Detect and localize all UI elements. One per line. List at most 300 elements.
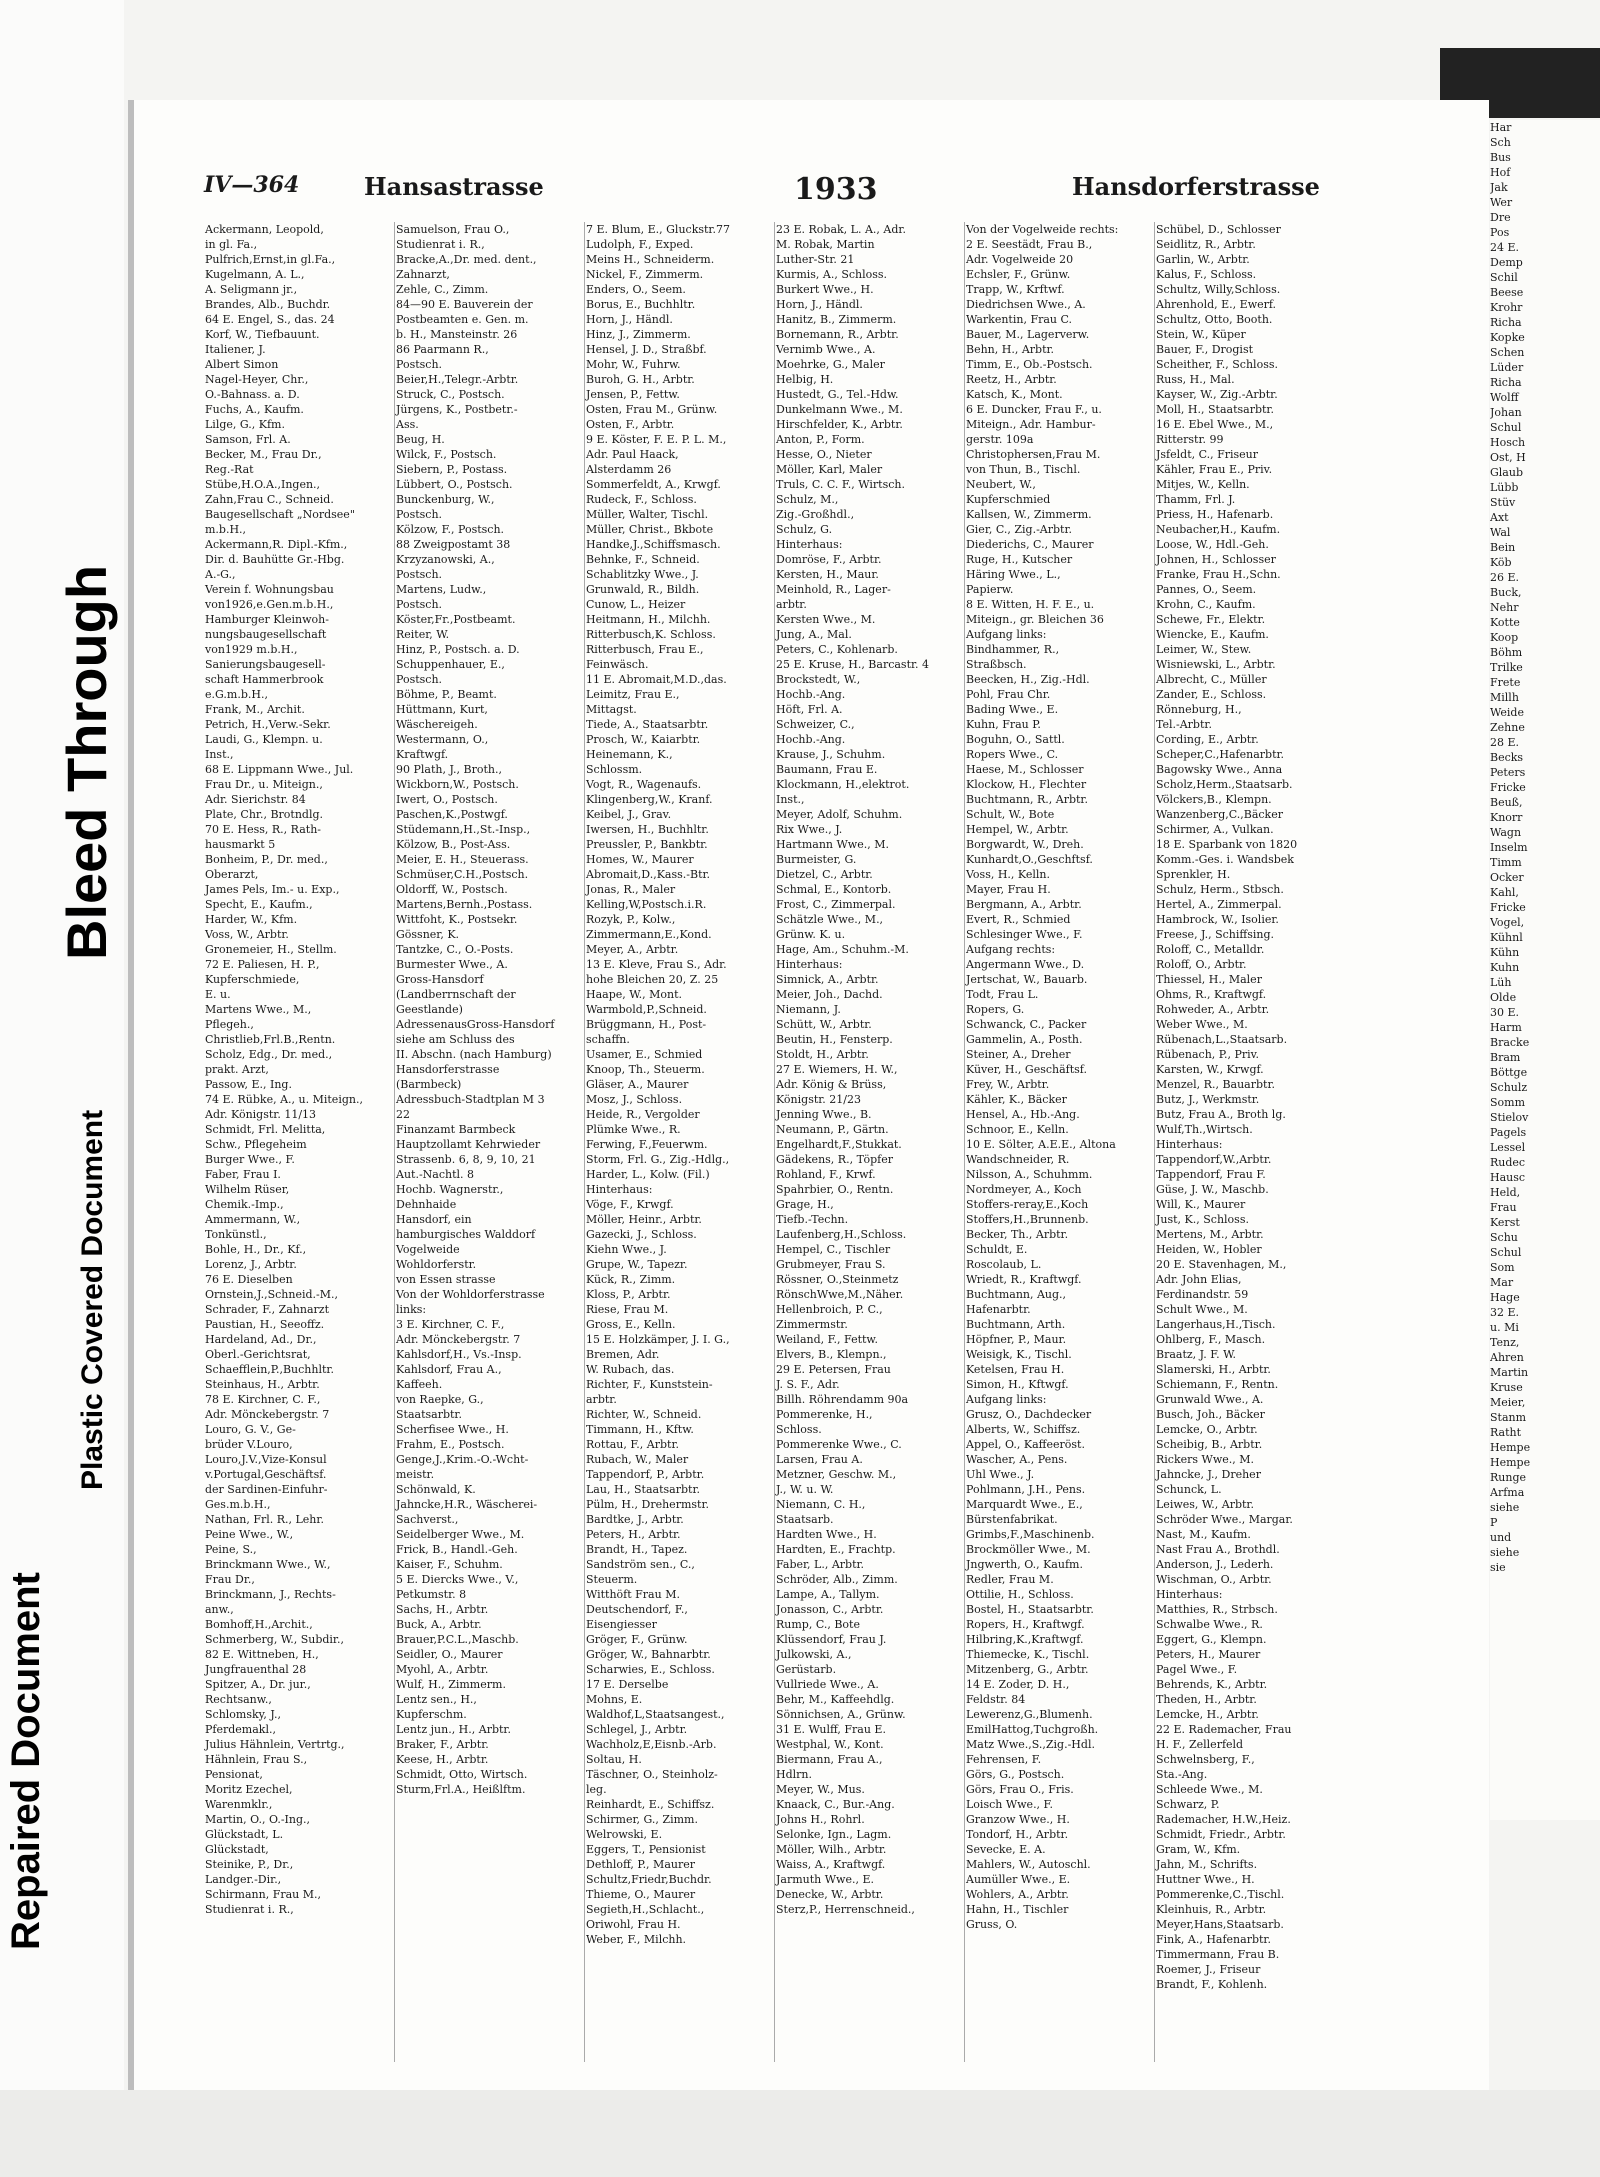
directory-entry: 20 E. Stavenhagen, M.,: [1156, 1258, 1287, 1271]
directory-entry: Weisigk, K., Tischl.: [966, 1348, 1072, 1361]
directory-entry: Küver, H., Geschäftsf.: [966, 1063, 1087, 1076]
directory-entry: Tappendorf,W.,Arbtr.: [1156, 1153, 1272, 1166]
next-page-fragment: Buck,: [1490, 586, 1522, 599]
directory-entry: Harder, W., Kfm.: [205, 913, 298, 926]
directory-entry: Oldorff, W., Postsch.: [396, 883, 508, 896]
directory-entry: Feldstr. 84: [966, 1693, 1026, 1706]
directory-entry: Matthies, R., Strbsch.: [1156, 1603, 1278, 1616]
directory-entry: Schaefflein,P.,Buchhltr.: [205, 1363, 334, 1376]
directory-entry: Italiener, J.: [205, 343, 266, 356]
directory-entry: Warenmklr.,: [205, 1798, 273, 1811]
directory-entry: Hdlrn.: [776, 1768, 812, 1781]
directory-entry: Rössner, O.,Steinmetz: [776, 1273, 899, 1286]
directory-entry: Jürgens, K., Postbetr.-: [396, 403, 518, 416]
directory-entry: Tondorf, H., Arbtr.: [966, 1828, 1069, 1841]
directory-entry: Russ, H., Mal.: [1156, 373, 1235, 386]
directory-entry: Mitzenberg, G., Arbtr.: [966, 1663, 1089, 1676]
next-page-fragment: Kühnl: [1490, 931, 1523, 944]
directory-entry: Kraftwgf.: [396, 748, 449, 761]
directory-entry: Becker, Th., Arbtr.: [966, 1228, 1069, 1241]
directory-entry: Pagel Wwe., F.: [1156, 1663, 1238, 1676]
directory-entry: Wittfoht, K., Postsekr.: [396, 913, 518, 926]
directory-entry: 2 E. Seestädt, Frau B.,: [966, 238, 1093, 251]
directory-entry: Trapp, W., Krftwf.: [966, 283, 1065, 296]
directory-entry: Keese, H., Arbtr.: [396, 1753, 489, 1766]
directory-entry: Schult Wwe., M.: [1156, 1303, 1248, 1316]
directory-entry: Mahlers, W., Autoschl.: [966, 1858, 1091, 1871]
directory-entry: Mitjes, W., Kelln.: [1156, 478, 1250, 491]
directory-entry: Brandt, H., Tapez.: [586, 1543, 688, 1556]
directory-entry: Hafenarbtr.: [966, 1303, 1031, 1316]
directory-entry: 70 E. Hess, R., Rath-: [205, 823, 321, 836]
next-page-fragment: Weide: [1490, 706, 1524, 719]
directory-entry: Ferdinandstr. 59: [1156, 1288, 1249, 1301]
directory-entry: Riese, Frau M.: [586, 1303, 669, 1316]
directory-entry: Beug, H.: [396, 433, 445, 446]
directory-entry: A.-G.,: [205, 568, 236, 581]
next-page-fragment: Somm: [1490, 1096, 1526, 1109]
directory-entry: Waldhof,L,Staatsangest.,: [586, 1708, 725, 1721]
directory-entry: Gross, E., Kelln.: [586, 1318, 676, 1331]
directory-entry: Schwelnsberg, F.,: [1156, 1753, 1255, 1766]
directory-entry: 23 E. Robak, L. A., Adr.: [776, 223, 906, 236]
directory-entry: Lilge, G., Kfm.: [205, 418, 285, 431]
directory-entry: 86 Paarmann R.,: [396, 343, 489, 356]
directory-entry: Hempel, W., Arbtr.: [966, 823, 1069, 836]
directory-entry: Steinhaus, H., Arbtr.: [205, 1378, 320, 1391]
directory-entry: Brockstedt, W.,: [776, 673, 861, 686]
directory-entry: Burmeister, G.: [776, 853, 857, 866]
directory-entry: Görs, G., Postsch.: [966, 1768, 1065, 1781]
directory-entry: Loisch Wwe., F.: [966, 1798, 1053, 1811]
directory-entry: Studienrat i. R.,: [396, 238, 485, 251]
directory-entry: Aufgang rechts:: [966, 943, 1056, 956]
directory-entry: Meins H., Schneiderm.: [586, 253, 715, 266]
directory-entry: Wulf,Th.,Wirtsch.: [1156, 1123, 1253, 1136]
next-page-fragment: Hage: [1490, 1291, 1520, 1304]
directory-entry: Aufgang links:: [966, 1393, 1047, 1406]
directory-entry: Haese, M., Schlosser: [966, 763, 1084, 776]
directory-entry: Oberl.-Gerichtsrat,: [205, 1348, 311, 1361]
directory-entry: Martens, Ludw.,: [396, 583, 487, 596]
directory-entry: Bürstenfabrikat.: [966, 1513, 1058, 1526]
directory-entry: Franke, Frau H.,Schn.: [1156, 568, 1281, 581]
directory-entry: Kallsen, W., Zimmerm.: [966, 508, 1092, 521]
directory-entry: Christlieb,Frl.B.,Rentn.: [205, 1033, 336, 1046]
directory-entry: Stoldt, H., Arbtr.: [776, 1048, 869, 1061]
directory-entry: Rönneburg, H.,: [1156, 703, 1242, 716]
directory-entry: Baugesellschaft „Nordsee": [205, 508, 355, 521]
directory-entry: Pferdemakl.,: [205, 1723, 276, 1736]
directory-entry: Steinike, P., Dr.,: [205, 1858, 294, 1871]
directory-entry: Pülm, H., Drehermstr.: [586, 1498, 709, 1511]
next-page-fragment: Olde: [1490, 991, 1517, 1004]
directory-entry: Slamerski, H., Arbtr.: [1156, 1363, 1271, 1376]
directory-entry: Hochb.-Ang.: [776, 733, 846, 746]
directory-entry: Neubert, W.,: [966, 478, 1036, 491]
directory-entry: Scholz,Herm.,Staatsarb.: [1156, 778, 1293, 791]
directory-entry: Reetz, H., Arbtr.: [966, 373, 1057, 386]
directory-entry: Mayer, Frau H.: [966, 883, 1051, 896]
next-page-fragment: Trilke: [1490, 661, 1523, 674]
directory-entry: von Essen strasse: [396, 1273, 496, 1286]
directory-entry: Richter, W., Schneid.: [586, 1408, 702, 1421]
directory-entry: Frahm, E., Postsch.: [396, 1438, 505, 1451]
directory-entry: Handke,J.,Schiffsmasch.: [586, 538, 721, 551]
directory-entry: Gröger, W., Bahnarbtr.: [586, 1648, 711, 1661]
directory-entry: anw.,: [205, 1603, 234, 1616]
directory-entry: Grunwald, R., Bildh.: [586, 583, 700, 596]
directory-entry: arbtr.: [776, 598, 807, 611]
next-page-fragment: Meier,: [1490, 1396, 1526, 1409]
directory-entry: Jarmuth Wwe., E.: [776, 1873, 874, 1886]
directory-entry: Frey, W., Arbtr.: [966, 1078, 1050, 1091]
directory-entry: Evert, R., Schmied: [966, 913, 1071, 926]
directory-entry: Schultz, Willy,Schloss.: [1156, 283, 1281, 296]
directory-entry: Kähler, Frau E., Priv.: [1156, 463, 1273, 476]
directory-entry: Bohle, H., Dr., Kf.,: [205, 1243, 307, 1256]
directory-entry: 18 E. Sparbank von 1820: [1156, 838, 1298, 851]
directory-entry: Mohr, W., Fuhrw.: [586, 358, 681, 371]
directory-entry: Dethloff, P., Maurer: [586, 1858, 695, 1871]
directory-entry: Von der Wohldorferstrasse: [396, 1288, 545, 1301]
directory-entry: Meinhold, R., Lager-: [776, 583, 891, 596]
directory-entry: Staatsarbtr.: [396, 1408, 462, 1421]
directory-entry: Hochb.-Ang.: [776, 688, 846, 701]
directory-entry: Rozyk, P., Kolw.,: [586, 913, 676, 926]
directory-entry: Metzner, Geschw. M.,: [776, 1468, 897, 1481]
directory-entry: Ornstein,J.,Schneid.-M.,: [205, 1288, 338, 1301]
directory-entry: Weiland, F., Fettw.: [776, 1333, 879, 1346]
directory-entry: Kölzow, F., Postsch.: [396, 523, 505, 536]
directory-entry: Seidelberger Wwe., M.: [396, 1528, 525, 1541]
directory-entry: Weber Wwe., M.: [1156, 1018, 1248, 1031]
directory-entry: Pohlmann, J.H., Pens.: [966, 1483, 1086, 1496]
directory-entry: Schröder, Alb., Zimm.: [776, 1573, 898, 1586]
directory-entry: Zehle, C., Zimm.: [396, 283, 489, 296]
directory-entry: Adr. Königstr. 11/13: [205, 1108, 317, 1121]
directory-entry: Laufenberg,H.,Schloss.: [776, 1228, 907, 1241]
directory-entry: Beecken, H., Zig.-Hdl.: [966, 673, 1090, 686]
directory-entry: Krause, J., Schuhm.: [776, 748, 886, 761]
directory-entry: Tantzke, C., O.-Posts.: [396, 943, 514, 956]
directory-entry: Seidler, O., Maurer: [396, 1648, 503, 1661]
next-page-fragment: Rudec: [1490, 1156, 1526, 1169]
directory-entry: Wischman, O., Arbtr.: [1156, 1573, 1272, 1586]
directory-entry: Jahn, M., Schrifts.: [1156, 1858, 1258, 1871]
directory-entry: Julkowski, A.,: [776, 1648, 852, 1661]
directory-entry: Ackermann,R. Dipl.-Kfm.,: [205, 538, 348, 551]
directory-entry: Hamburger Kleinwoh-: [205, 613, 329, 626]
next-page-fragment: Lüder: [1490, 361, 1524, 374]
directory-entry: Schult, W., Bote: [966, 808, 1055, 821]
directory-entry: Heide, R., Vergolder: [586, 1108, 700, 1121]
directory-entry: Fink, A., Hafenarbtr.: [1156, 1933, 1271, 1946]
next-page-fragment: Böhm: [1490, 646, 1523, 659]
directory-entry: Schmüser,C.H.,Postsch.: [396, 868, 529, 881]
directory-entry: Schulz, Herm., Stbsch.: [1156, 883, 1284, 896]
directory-entry: Strassenb. 6, 8, 9, 10, 21: [396, 1153, 536, 1166]
directory-entry: Rohland, F., Krwf.: [776, 1168, 876, 1181]
directory-entry: links:: [396, 1303, 427, 1316]
directory-entry: Ropers, H., Kraftwgf.: [966, 1618, 1085, 1631]
directory-entry: Redler, Frau M.: [966, 1573, 1054, 1586]
directory-entry: M. Robak, Martin: [776, 238, 875, 251]
directory-entry: H. F., Zellerfeld: [1156, 1738, 1244, 1751]
directory-entry: b. H., Mansteinstr. 26: [396, 328, 518, 341]
directory-entry: Papierw.: [966, 583, 1014, 596]
directory-entry: Sta.-Ang.: [1156, 1768, 1208, 1781]
directory-entry: Schmidt, Frl. Melitta,: [205, 1123, 326, 1136]
directory-entry: Schmidt, Friedr., Arbtr.: [1156, 1828, 1286, 1841]
directory-entry: Zahn,Frau C., Schneid.: [205, 493, 334, 506]
directory-entry: Wilck, F., Postsch.: [396, 448, 497, 461]
directory-entry: Loose, W., Hdl.-Geh.: [1156, 538, 1269, 551]
directory-entry: Von der Vogelweide rechts:: [966, 223, 1119, 236]
directory-entry: Finanzamt Barmbeck: [396, 1123, 516, 1136]
directory-entry: Gerüstarb.: [776, 1663, 837, 1676]
directory-entry: Osten, Frau M., Grünw.: [586, 403, 718, 416]
directory-entry: Schrader, F., Zahnarzt: [205, 1303, 330, 1316]
directory-entry: Ohlberg, F., Masch.: [1156, 1333, 1266, 1346]
directory-columns: [204, 222, 1354, 2062]
directory-entry: Stoffers-reray,E.,Koch: [966, 1198, 1089, 1211]
directory-entry: Domröse, F., Arbtr.: [776, 553, 882, 566]
directory-entry: Klingenberg,W., Kranf.: [586, 793, 713, 806]
next-page-fragment: Harm: [1490, 1021, 1522, 1034]
directory-entry: Schultz, Otto, Booth.: [1156, 313, 1273, 326]
directory-entry: Kupferschmied: [966, 493, 1051, 506]
directory-entry: Meier, Joh., Dachd.: [776, 988, 883, 1001]
directory-entry: Köster,Fr.,Postbeamt.: [396, 613, 516, 626]
directory-entry: Genge,J.,Krim.-O.-Wcht-: [396, 1453, 529, 1466]
directory-entry: II. Abschn. (nach Hamburg): [396, 1048, 552, 1061]
directory-entry: Billh. Röhrendamm 90a: [776, 1393, 909, 1406]
directory-entry: Helbig, H.: [776, 373, 834, 386]
directory-entry: brüder V.Louro,: [205, 1438, 293, 1451]
directory-entry: Aut.-Nachtl. 8: [396, 1168, 475, 1181]
directory-entry: Witthöft Frau M.: [586, 1588, 680, 1601]
right-street-title: Hansdorferstrasse: [1072, 172, 1320, 201]
directory-entry: Postsch.: [396, 568, 443, 581]
directory-entry: Nilsson, A., Schuhmm.: [966, 1168, 1093, 1181]
directory-entry: Kähler, K., Bäcker: [966, 1093, 1067, 1106]
directory-entry: Komm.-Ges. i. Wandsbek: [1156, 853, 1294, 866]
directory-entry: Rubach, W., Maler: [586, 1453, 689, 1466]
directory-entry: Johnen, H., Schlosser: [1156, 553, 1276, 566]
directory-entry: Grunwald Wwe., A.: [1156, 1393, 1264, 1406]
directory-entry: Kahlsdorf,H., Vs.-Insp.: [396, 1348, 522, 1361]
directory-entry: Engelhardt,F.,Stukkat.: [776, 1138, 902, 1151]
next-page-fragment: Runge: [1490, 1471, 1527, 1484]
directory-entry: Rübenach, P., Priv.: [1156, 1048, 1260, 1061]
directory-entry: 9 E. Köster, F. E. P. L. M.,: [586, 433, 727, 446]
next-page-fragment: Stanm: [1490, 1411, 1527, 1424]
bottom-shadow: [0, 2090, 1600, 2177]
directory-entry: Alberts, W., Schiffsz.: [966, 1423, 1081, 1436]
directory-entry: Adr. John Elias,: [1156, 1273, 1242, 1286]
directory-entry: Ass.: [396, 418, 419, 431]
directory-entry: Warkentin, Frau C.: [966, 313, 1072, 326]
directory-entry: W. Rubach, das.: [586, 1363, 675, 1376]
directory-entry: Nast Frau A., Brothdl.: [1156, 1543, 1280, 1556]
directory-entry: Sturm,Frl.A., Heißlftm.: [396, 1783, 526, 1796]
directory-entry: Schütt, W., Arbtr.: [776, 1018, 872, 1031]
directory-entry: Peters, H., Maurer: [1156, 1648, 1261, 1661]
directory-entry: Adr. Mönckebergstr. 7: [396, 1333, 521, 1346]
directory-entry: Zig.-Großhdl.,: [776, 508, 855, 521]
directory-entry: AdressenausGross-Hansdorf: [396, 1018, 555, 1031]
directory-entry: Schulz, G.: [776, 523, 833, 536]
directory-entry: 90 Plath, J., Broth.,: [396, 763, 502, 776]
directory-entry: Johns H., Rohrl.: [776, 1813, 865, 1826]
directory-entry: Behn, H., Arbtr.: [966, 343, 1055, 356]
directory-entry: Peine, S.,: [205, 1543, 257, 1556]
directory-entry: Müller, Christ., Bkbote: [586, 523, 714, 536]
directory-entry: Dehnhaide: [396, 1198, 457, 1211]
directory-entry: Oriwohl, Frau H.: [586, 1918, 681, 1931]
directory-entry: Stein, W., Küper: [1156, 328, 1246, 341]
directory-entry: Langerhaus,H.,Tisch.: [1156, 1318, 1276, 1331]
directory-entry: Wisniewski, L., Arbtr.: [1156, 658, 1276, 671]
next-page-fragment: Lübb: [1490, 481, 1519, 494]
directory-entry: Butz, J., Werkmstr.: [1156, 1093, 1260, 1106]
directory-entry: gerstr. 109a: [966, 433, 1034, 446]
next-page-fragment: Inselm: [1490, 841, 1528, 854]
directory-entry: Schirmer, A., Vulkan.: [1156, 823, 1274, 836]
directory-entry: Frau Dr.,: [205, 1573, 255, 1586]
directory-entry: Theden, H., Arbtr.: [1156, 1693, 1257, 1706]
directory-entry: Schloss.: [776, 1423, 822, 1436]
directory-entry: Alsterdamm 26: [586, 463, 672, 476]
directory-entry: Miteign., Adr. Hambur-: [966, 418, 1096, 431]
directory-entry: Miteign., gr. Bleichen 36: [966, 613, 1104, 626]
directory-entry: Schlegel, J., Arbtr.: [586, 1723, 688, 1736]
directory-entry: Behnke, F., Schneid.: [586, 553, 700, 566]
directory-entry: Bading Wwe., E.: [966, 703, 1059, 716]
directory-entry: Rudeck, F., Schloss.: [586, 493, 697, 506]
directory-entry: Mertens, M., Arbtr.: [1156, 1228, 1264, 1241]
directory-entry: Möller, Wilh., Arbtr.: [776, 1843, 887, 1856]
directory-entry: Rübenach,L.,Staatsarb.: [1156, 1033, 1288, 1046]
directory-entry: Petrich, H.,Verw.-Sekr.: [205, 718, 331, 731]
directory-entry: Jenning Wwe., B.: [776, 1108, 872, 1121]
directory-entry: Tappendorf, Frau F.: [1156, 1168, 1266, 1181]
directory-entry: Mittagst.: [586, 703, 637, 716]
directory-entry: Frank, M., Archit.: [205, 703, 305, 716]
next-page-fragment: Richa: [1490, 376, 1522, 389]
directory-entry: Bauer, F., Drogist: [1156, 343, 1254, 356]
directory-entry: Glückstadt, L.: [205, 1828, 284, 1841]
directory-entry: Krzyzanowski, A.,: [396, 553, 495, 566]
next-page-fragment: Becks: [1490, 751, 1524, 764]
directory-entry: 6 E. Duncker, Frau F., u.: [966, 403, 1102, 416]
directory-entry: Zimmermstr.: [776, 1318, 848, 1331]
directory-entry: Will, K., Maurer: [1156, 1198, 1246, 1211]
next-page-fragment: Wer: [1490, 196, 1513, 209]
directory-entry: 27 E. Wiemers, H. W.,: [776, 1063, 898, 1076]
directory-entry: Fehrensen, F.: [966, 1753, 1042, 1766]
directory-entry: Biermann, Frau A.,: [776, 1753, 883, 1766]
directory-entry: Iwersen, H., Buchhltr.: [586, 823, 709, 836]
directory-entry: Gazecki, J., Schloss.: [586, 1228, 697, 1241]
directory-entry: Schlesinger Wwe., F.: [966, 928, 1083, 941]
directory-entry: Karsten, W., Krwgf.: [1156, 1063, 1264, 1076]
directory-entry: Echsler, F., Grünw.: [966, 268, 1071, 281]
directory-entry: Wascher, A., Pens.: [966, 1453, 1068, 1466]
directory-entry: Lübbert, O., Postsch.: [396, 478, 513, 491]
directory-entry: Bergmann, A., Arbtr.: [966, 898, 1082, 911]
directory-entry: Brandt, F., Kohlenh.: [1156, 1978, 1268, 1991]
directory-entry: 88 Zweigpostamt 38: [396, 538, 511, 551]
directory-entry: Adr. Vogelweide 20: [966, 253, 1074, 266]
directory-entry: 31 E. Wulff, Frau E.: [776, 1723, 886, 1736]
next-page-fragment: Glaub: [1490, 466, 1523, 479]
directory-entry: Wandschneider, R.: [966, 1153, 1070, 1166]
directory-entry: Postbeamten e. Gen. m.: [396, 313, 529, 326]
directory-entry: Görs, Frau O., Fris.: [966, 1783, 1074, 1796]
directory-entry: Gröger, F., Grünw.: [586, 1633, 688, 1646]
directory-entry: Nagel-Heyer, Chr.,: [205, 373, 309, 386]
directory-entry: 76 E. Dieselben: [205, 1273, 293, 1286]
directory-entry: Schmal, E., Kontorb.: [776, 883, 892, 896]
directory-entry: Abromait,D.,Kass.-Btr.: [586, 868, 711, 881]
directory-entry: Nast, M., Kaufm.: [1156, 1528, 1251, 1541]
directory-entry: Soltau, H.: [586, 1753, 642, 1766]
next-page-fragment: Beese: [1490, 286, 1524, 299]
directory-entry: Grage, H.,: [776, 1198, 834, 1211]
next-page-fragment: Koop: [1490, 631, 1519, 644]
directory-entry: Meyer, W., Mus.: [776, 1783, 865, 1796]
directory-entry: Bonheim, P., Dr. med.,: [205, 853, 328, 866]
directory-entry: Studienrat i. R.,: [205, 1903, 294, 1916]
left-street-title: Hansastrasse: [364, 172, 544, 201]
next-page-fragment: Schul: [1490, 1246, 1522, 1259]
directory-entry: 15 E. Holzkämper, J. I. G.,: [586, 1333, 730, 1346]
directory-entry: meistr.: [396, 1468, 435, 1481]
directory-entry: Ketelsen, Frau H.: [966, 1363, 1065, 1376]
next-page-fragment: Peters: [1490, 766, 1526, 779]
directory-entry: Steiner, A., Dreher: [966, 1048, 1071, 1061]
directory-entry: Glückstadt,: [205, 1843, 269, 1856]
directory-entry: Rump, C., Bote: [776, 1618, 860, 1631]
directory-entry: Borus, E., Buchhltr.: [586, 298, 696, 311]
directory-entry: Krohn, C., Kaufm.: [1156, 598, 1256, 611]
next-page-fragment: Johan: [1490, 406, 1522, 419]
directory-entry: Sandström sen., C.,: [586, 1558, 695, 1571]
directory-entry: Lewerenz,G.,Blumenh.: [966, 1708, 1093, 1721]
directory-entry: Rohweder, A., Arbtr.: [1156, 1003, 1270, 1016]
directory-entry: Hertel, A., Zimmerpal.: [1156, 898, 1282, 911]
directory-entry: Frau Dr., u. Miteign.,: [205, 778, 323, 791]
next-page-fragment: Schulz: [1490, 1081, 1528, 1094]
next-page-fragment: Pos: [1490, 226, 1510, 239]
directory-entry: Buchtmann, R., Arbtr.: [966, 793, 1088, 806]
directory-entry: Wickborn,W., Postsch.: [396, 778, 519, 791]
directory-entry: Schröder Wwe., Margar.: [1156, 1513, 1293, 1526]
directory-entry: Petkumstr. 8: [396, 1588, 467, 1601]
directory-entry: Ritterbusch,K. Schloss.: [586, 628, 716, 641]
directory-entry: Samson, Frl. A.: [205, 433, 291, 446]
directory-entry: Gross-Hansdorf: [396, 973, 484, 986]
directory-entry: Bauer, M., Lagerverw.: [966, 328, 1090, 341]
directory-entry: siehe am Schluss des: [396, 1033, 515, 1046]
directory-entry: Harder, L., Kolw. (Fil.): [586, 1168, 710, 1181]
directory-entry: Menzel, R., Bauarbtr.: [1156, 1078, 1275, 1091]
directory-entry: Truls, C. C. F., Wirtsch.: [776, 478, 905, 491]
directory-entry: Pflegeh.,: [205, 1018, 254, 1031]
directory-entry: Pannes, O., Seem.: [1156, 583, 1257, 596]
